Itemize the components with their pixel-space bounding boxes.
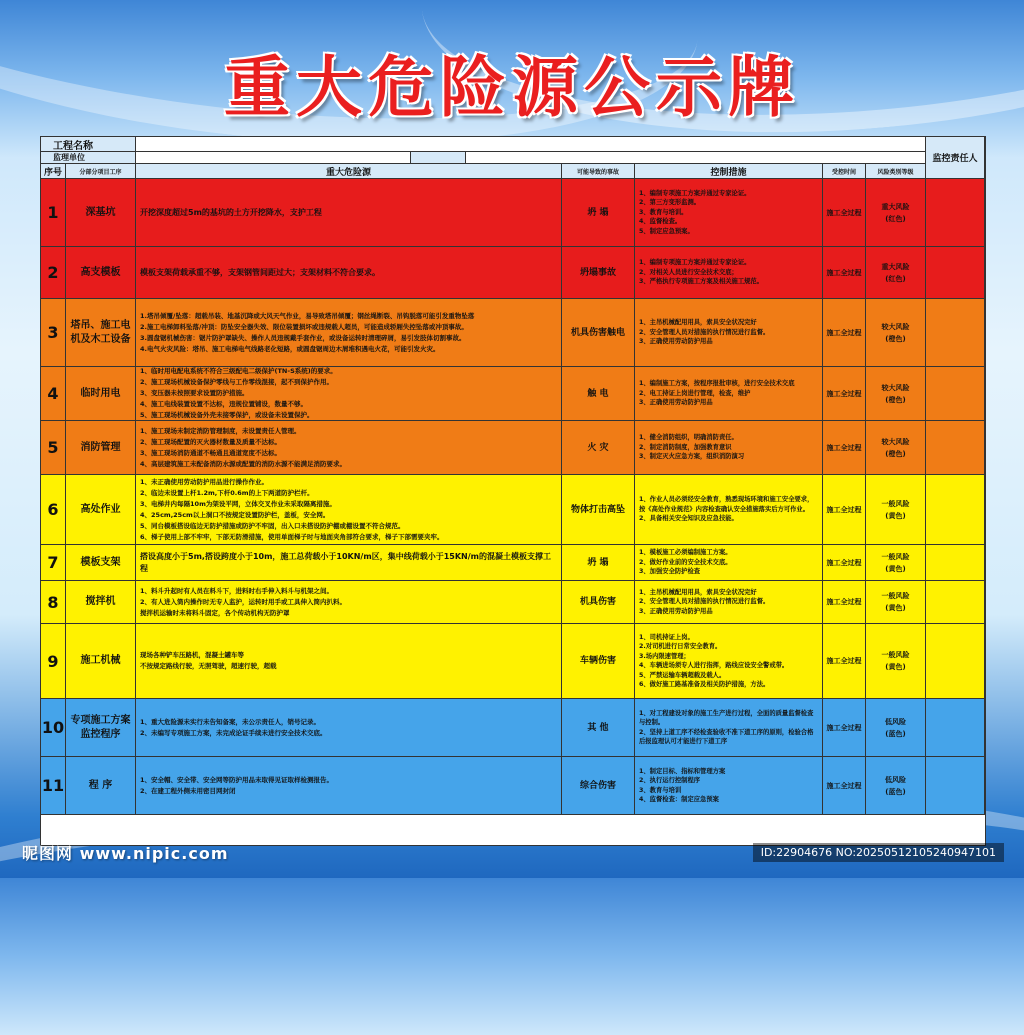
- hazard-line: 6、梯子使用上部不牢牢，下部无防滑措施，使用单面梯子时与地面夹角部符合要求，梯子下部需要夹牢。: [140, 532, 444, 541]
- row-number: 3: [41, 299, 66, 367]
- row-risk: [866, 757, 926, 815]
- row-risk: [866, 299, 926, 367]
- row-monitor-cell: [926, 475, 985, 545]
- hazard-line: 3.圆盘锯机械伤害：锯片防护罩缺失、操作人员违规戴手套作业，或设备运转时清理碎屑，易引发肢体切割事故。: [140, 333, 466, 342]
- row-item: 程 序: [66, 757, 136, 815]
- col-hazard: 重大危险源: [136, 164, 562, 179]
- hazard-line: 搭设高度小于5m,搭设跨度小于10m，施工总荷载小于10KN/m区，集中线荷载小于15KN/m的混凝土模板支撑工程: [140, 551, 551, 573]
- hazard-line: 1、临时用电配电系统不符合三级配电二级保护(TN-S系统)的要求。: [140, 367, 337, 375]
- row-hazard: [136, 367, 562, 421]
- col-accident: 可能导致的事故: [562, 164, 635, 179]
- hazard-line: 5、施工现场机械设备外壳未接零保护，或设备未设置保护。: [140, 411, 314, 419]
- hazard-line: 搅拌机运输时未将料斗固定，各个传动机构无防护罩: [140, 608, 290, 617]
- control-line: 1、制定目标、指标和管理方案: [639, 767, 726, 775]
- hazard-line: 4、25cm,25cm以上洞口不按规定设置防护栏，盖板，安全网。: [140, 510, 330, 519]
- row-time: 施工全过程: [823, 299, 866, 367]
- hazard-line: 不按规定路线行驶，无照驾驶，超速行驶，超载: [140, 662, 277, 670]
- row-control: [635, 421, 823, 475]
- row-monitor-cell: [926, 299, 985, 367]
- control-line: 2、具备相关安全知识及应急技能。: [639, 515, 738, 523]
- row-item: 施工机械: [66, 624, 136, 699]
- footer: [0, 836, 1024, 868]
- control-line: 3、教育与培训。: [639, 208, 688, 216]
- hazard-line: 1、施工现场未制定消防管理制度，未设置责任人管理。: [140, 426, 301, 435]
- row-item: 专项施工方案监控程序: [66, 699, 136, 757]
- row-hazard: [136, 299, 562, 367]
- row-hazard: [136, 179, 562, 247]
- control-line: 2、安全管理人员对措施的执行情况进行监督。: [639, 598, 770, 606]
- hazard-line: 2、临边未设置上杆1.2m,下杆0.6m的上下两道防护栏杆。: [140, 488, 314, 497]
- control-line: 2、制定消防制度，加强教育意识: [639, 443, 732, 451]
- row-risk: [866, 581, 926, 624]
- row-number: 4: [41, 367, 66, 421]
- control-line: 1、主吊机械配用用具，索具安全状况完好: [639, 319, 757, 327]
- row-number: 1: [41, 179, 66, 247]
- hazard-line: 1、未正确使用劳动防护用品进行操作作业。: [140, 477, 269, 486]
- control-line: 3、正确使用劳动防护用品: [639, 607, 713, 615]
- row-accident: 其 他: [562, 699, 635, 757]
- control-line: 2、坚持上道工序不经检查验收不准下道工序的原则，检验合格后报监理认可才能进行下道工序: [639, 728, 814, 745]
- hazard-line: 4.电气火灾风险：塔吊、施工电梯电气线路老化短路，或圆盘锯周边木屑堆积遇电火花，可能引发火灾。: [140, 344, 440, 353]
- row-control: [635, 247, 823, 299]
- control-line: 2、电工持证上岗进行管理，检查，维护: [639, 389, 751, 397]
- hazard-line: 1.塔吊倾覆/坠落：超载吊装、地基沉降或大风天气作业，易导致塔吊倾覆；钢丝绳断裂、吊钩脱落可能引发重物坠落: [140, 311, 475, 320]
- control-line: 3、加强安全防护检查: [639, 568, 701, 576]
- col-risk: 风险类别等级: [866, 164, 926, 179]
- risk-level: 一般风险: [881, 552, 910, 561]
- row-item: 高支模板: [66, 247, 136, 299]
- row-accident: 物体打击高坠: [562, 475, 635, 545]
- row-accident: 综合伤害: [562, 757, 635, 815]
- project-name-value: [136, 137, 926, 152]
- risk-level: 较大风险: [881, 437, 910, 446]
- supervisor-value: [136, 152, 926, 164]
- monitor-label: 监控责任人: [926, 137, 985, 179]
- row-accident: 坍 塌: [562, 179, 635, 247]
- row-accident: 机具伤害触电: [562, 299, 635, 367]
- hazard-line: 2、有人进入筒内操作时无专人监护，运转时用手或工具伸入筒内扒料。: [140, 597, 347, 606]
- control-line: 1、编制施工方案，按程序报批审核，进行安全技术交底: [639, 380, 795, 388]
- control-line: 3.场内限速管理；: [639, 652, 690, 660]
- risk-color: (红色): [885, 274, 906, 283]
- hazard-line: 2、施工现场配置的灭火器材数量及质量不达标。: [140, 437, 282, 446]
- row-item: 高处作业: [66, 475, 136, 545]
- hazard-line: 4、高层建筑施工未配备消防水源或配置的消防水源不能满足消防要求。: [140, 459, 347, 468]
- row-control: [635, 299, 823, 367]
- row-item: 消防管理: [66, 421, 136, 475]
- col-control: 控制措施: [635, 164, 823, 179]
- row-time: 施工全过程: [823, 624, 866, 699]
- risk-color: (红色): [885, 214, 906, 223]
- row-time: 施工全过程: [823, 367, 866, 421]
- row-hazard: [136, 421, 562, 475]
- control-line: 1、编制专项施工方案并通过专家论证。: [639, 189, 751, 197]
- hazard-line: 模板支架荷载承重不够，支架钢管间距过大；支架材料不符合要求。: [140, 267, 380, 277]
- col-time: 受控时间: [823, 164, 866, 179]
- control-line: 2、执行运行控制程序: [639, 777, 701, 784]
- row-number: 6: [41, 475, 66, 545]
- row-control: [635, 699, 823, 757]
- control-line: 5、严禁运输车辆超载及载人。: [639, 671, 726, 679]
- watermark-text: 昵图网 www.nipic.com: [22, 843, 229, 863]
- control-line: 1、编制专项施工方案并通过专家论证。: [639, 259, 751, 267]
- control-line: 4、车辆进场须专人进行指挥，路线应设安全警戒带。: [639, 662, 789, 669]
- control-line: 3、正确使用劳动防护用品: [639, 338, 713, 346]
- row-monitor-cell: [926, 367, 985, 421]
- row-monitor-cell: [926, 581, 985, 624]
- row-risk: [866, 699, 926, 757]
- row-hazard: [136, 624, 562, 699]
- hazard-line: 5、同台模板搭设临边无防护措施或防护不牢固，出入口未搭设防护棚或棚设置不符合规范。: [140, 521, 405, 530]
- control-line: 6、做好施工路基准备及相关防护措施，方法。: [639, 681, 770, 688]
- hazard-table: [40, 136, 986, 846]
- row-time: 施工全过程: [823, 757, 866, 815]
- control-line: 2、第三方变形监测。: [639, 199, 701, 207]
- col-no: 序号: [41, 164, 66, 179]
- hazard-line: 2、在建工程外侧未用密目网封闭: [140, 786, 236, 795]
- hazard-line: 2.施工电梯卸料坠落/冲顶：防坠安全器失效、限位装置损坏或违规载人超员，可能造成轿厢失控坠落或冲顶事故。: [140, 322, 468, 331]
- row-time: 施工全过程: [823, 475, 866, 545]
- row-accident: 火 灾: [562, 421, 635, 475]
- hazard-line: 1、料斗升起时有人员在料斗下，进料时右手伸入料斗与机架之间。: [140, 586, 334, 595]
- hazard-line: 3、电梯井内每隔10m为架设平网，立体交叉作业未采取隔离措施。: [140, 499, 336, 508]
- row-hazard: [136, 247, 562, 299]
- control-line: 1、主吊机械配用用具，索具安全状况完好: [639, 588, 757, 596]
- row-risk: [866, 545, 926, 581]
- risk-color: (蓝色): [885, 729, 906, 738]
- risk-level: 一般风险: [881, 499, 910, 508]
- risk-level: 重大风险: [881, 262, 910, 271]
- row-control: [635, 581, 823, 624]
- row-number: 11: [41, 757, 66, 815]
- row-accident: 车辆伤害: [562, 624, 635, 699]
- control-line: 3、教育与培训: [639, 786, 682, 794]
- row-risk: [866, 367, 926, 421]
- control-line: 1、健全消防组织，明确消防责任。: [639, 434, 738, 442]
- row-hazard: [136, 699, 562, 757]
- row-monitor-cell: [926, 247, 985, 299]
- row-hazard: [136, 581, 562, 624]
- row-monitor-cell: [926, 545, 985, 581]
- hazard-line: 2、施工现场机械设备保护零线与工作零线混接，起不到保护作用。: [140, 378, 334, 386]
- row-risk: [866, 247, 926, 299]
- image-id: ID:22904676 NO:20250512105240947101: [753, 843, 1004, 862]
- control-line: 4、监督检查：制定应急预案: [639, 796, 719, 803]
- row-monitor-cell: [926, 179, 985, 247]
- hazard-line: 1、重大危险源未实行未告知备案，未公示责任人，销号记录。: [140, 717, 321, 726]
- risk-color: (蓝色): [885, 787, 906, 796]
- row-item: 塔吊、施工电机及木工设备: [66, 299, 136, 367]
- project-name-label: 工程名称: [41, 137, 136, 152]
- row-time: 施工全过程: [823, 247, 866, 299]
- row-risk: [866, 475, 926, 545]
- hazard-line: 3、变压器未按照要求设置防护措施。: [140, 389, 249, 397]
- row-item: 搅拌机: [66, 581, 136, 624]
- risk-level: 一般风险: [881, 651, 910, 659]
- row-monitor-cell: [926, 757, 985, 815]
- row-item: 临时用电: [66, 367, 136, 421]
- control-line: 3、正确使用劳动防护用品: [639, 399, 713, 407]
- risk-level: 低风险: [885, 775, 906, 784]
- row-control: [635, 367, 823, 421]
- supervisor-label: 监理单位: [41, 152, 136, 164]
- row-number: 10: [41, 699, 66, 757]
- control-line: 1、对工程建设对象的施工生产进行过程，全面的质量监督检查与控制。: [639, 709, 814, 726]
- page-title: 重大危险源公示牌: [224, 49, 800, 126]
- hazard-line: 现场各种铲车压路机，混凝土罐车等: [140, 651, 244, 659]
- risk-level: 较大风险: [881, 383, 910, 392]
- hazard-line: 开挖深度超过5m的基坑的土方开挖降水，支护工程: [140, 207, 322, 217]
- risk-color: (橙色): [885, 449, 906, 458]
- row-number: 7: [41, 545, 66, 581]
- risk-color: (黄色): [885, 663, 906, 671]
- risk-color: (橙色): [885, 334, 906, 343]
- control-line: 3、严格执行专项施工方案及相关施工规范。: [639, 278, 764, 286]
- row-risk: [866, 421, 926, 475]
- control-line: 4、监督检查。: [639, 218, 682, 226]
- control-line: 2、对相关人员进行安全技术交底；: [639, 268, 738, 276]
- control-line: 2.对司机进行日常安全教育。: [639, 643, 722, 650]
- risk-color: (黄色): [885, 604, 906, 612]
- hazard-line: 4、施工电线装置设置不达标，违规位置铺设，数量不够。: [140, 400, 308, 408]
- row-monitor-cell: [926, 624, 985, 699]
- risk-level: 一般风险: [881, 592, 910, 600]
- row-accident: 坍 塌: [562, 545, 635, 581]
- risk-level: 较大风险: [881, 322, 910, 331]
- row-hazard: [136, 545, 562, 581]
- risk-color: (橙色): [885, 395, 906, 404]
- risk-level: 重大风险: [881, 202, 910, 211]
- control-line: 3、制定灭火应急方案，组织消防演习: [639, 453, 745, 461]
- risk-color: (黄色): [885, 564, 906, 573]
- hazard-line: 2、未编写专项施工方案，未完成论证手续未进行安全技术交底。: [140, 728, 327, 737]
- row-number: 5: [41, 421, 66, 475]
- control-line: 1、模板施工必须编制施工方案。: [639, 549, 732, 557]
- row-time: 施工全过程: [823, 179, 866, 247]
- row-number: 2: [41, 247, 66, 299]
- row-number: 8: [41, 581, 66, 624]
- row-hazard: [136, 475, 562, 545]
- row-item: 模板支架: [66, 545, 136, 581]
- risk-color: (黄色): [885, 511, 906, 520]
- row-risk: [866, 624, 926, 699]
- col-item: 分部分项目工序: [66, 164, 136, 179]
- row-accident: 坍塌事故: [562, 247, 635, 299]
- row-control: [635, 475, 823, 545]
- control-line: 1、作业人员必须经安全教育，熟悉现场环境和施工安全要求，按《高处作业规范》内容检查确认安全措施落实后方可作业。: [639, 496, 814, 513]
- control-line: 2、做好作业前的安全技术交底。: [639, 558, 732, 566]
- row-accident: 触 电: [562, 367, 635, 421]
- row-time: 施工全过程: [823, 545, 866, 581]
- row-time: 施工全过程: [823, 421, 866, 475]
- row-control: [635, 545, 823, 581]
- row-time: 施工全过程: [823, 581, 866, 624]
- row-monitor-cell: [926, 699, 985, 757]
- risk-level: 低风险: [885, 717, 906, 726]
- control-line: 5、制定应急预案。: [639, 227, 694, 235]
- hazard-line: 1、安全帽、安全带、安全网等防护用品未取得见证取样检测报告。: [140, 775, 334, 784]
- row-number: 9: [41, 624, 66, 699]
- row-monitor-cell: [926, 421, 985, 475]
- row-accident: 机具伤害: [562, 581, 635, 624]
- control-line: 2、安全管理人员对措施的执行情况进行监督。: [639, 328, 770, 336]
- row-control: [635, 179, 823, 247]
- hazard-line: 3、施工现场消防通道不畅通且通道宽度不达标。: [140, 448, 282, 457]
- row-risk: [866, 179, 926, 247]
- row-item: 深基坑: [66, 179, 136, 247]
- control-line: 1、司机持证上岗。: [639, 633, 694, 641]
- row-time: 施工全过程: [823, 699, 866, 757]
- row-control: [635, 624, 823, 699]
- row-hazard: [136, 757, 562, 815]
- row-control: [635, 757, 823, 815]
